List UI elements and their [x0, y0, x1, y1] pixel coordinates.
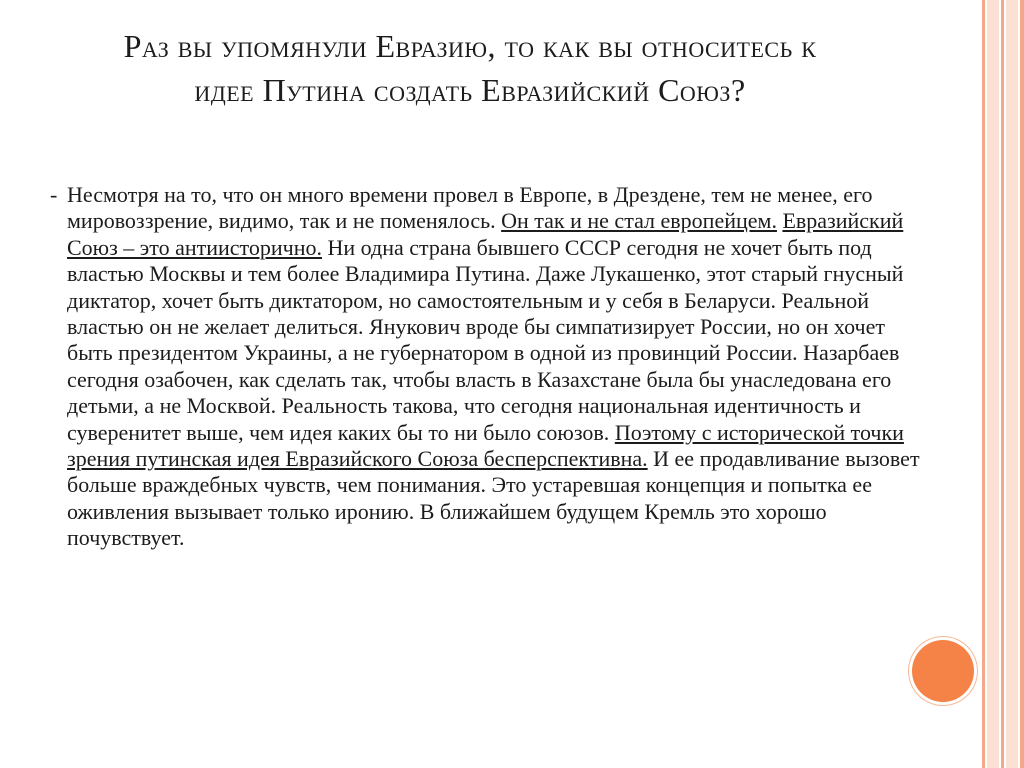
- decor-stripe: [1006, 0, 1018, 768]
- decor-stripe: [982, 0, 985, 768]
- paragraph-text: [67, 182, 920, 552]
- underlined-text-segment: Евразийский Союз – это антиисторично.: [67, 208, 904, 260]
- underlined-text-segment: Поэтому с исторической точки зрения путинская идея Евразийского Союза бесперспективна.: [67, 419, 904, 472]
- text-segment: Несмотря на то, что он много времени провел в Европе, в Дрездене, тем не менее, его мировоззрение, видимо, так и не поменялось.: [67, 182, 873, 234]
- text-segment: Ни одна страна бывшего СССР сегодня не хочет быть под властью Москвы и тем более Владимира Путина. Даже Лукашенко, этот старый гнусный диктатор, хочет быть диктатором, но самостоятельным и у себя в Беларуси. Реальной властью он не желает делиться. Янукович вроде бы симпатизирует России, но он хочет быть президентом Украины, а не губернатором в одной из провинций России. Назарбаев сегодня озабочен, как сделать так, чтобы власть в Казахстане была бы унаследована его детьми, а не Москвой. Реальность такова, что сегодня национальная идентичность и суверенитет выше, чем идея каких бы то ни было союзов.: [67, 234, 904, 445]
- bullet-marker: -: [50, 182, 58, 207]
- slide-title: Раз вы упомянули Евразию, то как вы относитесь к идее Путина создать Евразийский Союз?: [123, 28, 817, 108]
- decor-circle: [912, 640, 974, 702]
- bullet-paragraph: [50, 182, 920, 552]
- underlined-text-segment: Он так и не стал европейцем.: [501, 208, 777, 234]
- text-segment: И ее продавливание вызовет больше враждебных чувств, чем понимания. Это устаревшая концепция и попытка ее оживления вызывает только иронию. В ближайшем будущем Кремль это хорошо почувствует.: [67, 446, 920, 551]
- decor-stripe: [1020, 0, 1024, 768]
- decor-stripe: [1001, 0, 1004, 768]
- slide-body: [50, 182, 920, 552]
- decor-stripe: [987, 0, 999, 768]
